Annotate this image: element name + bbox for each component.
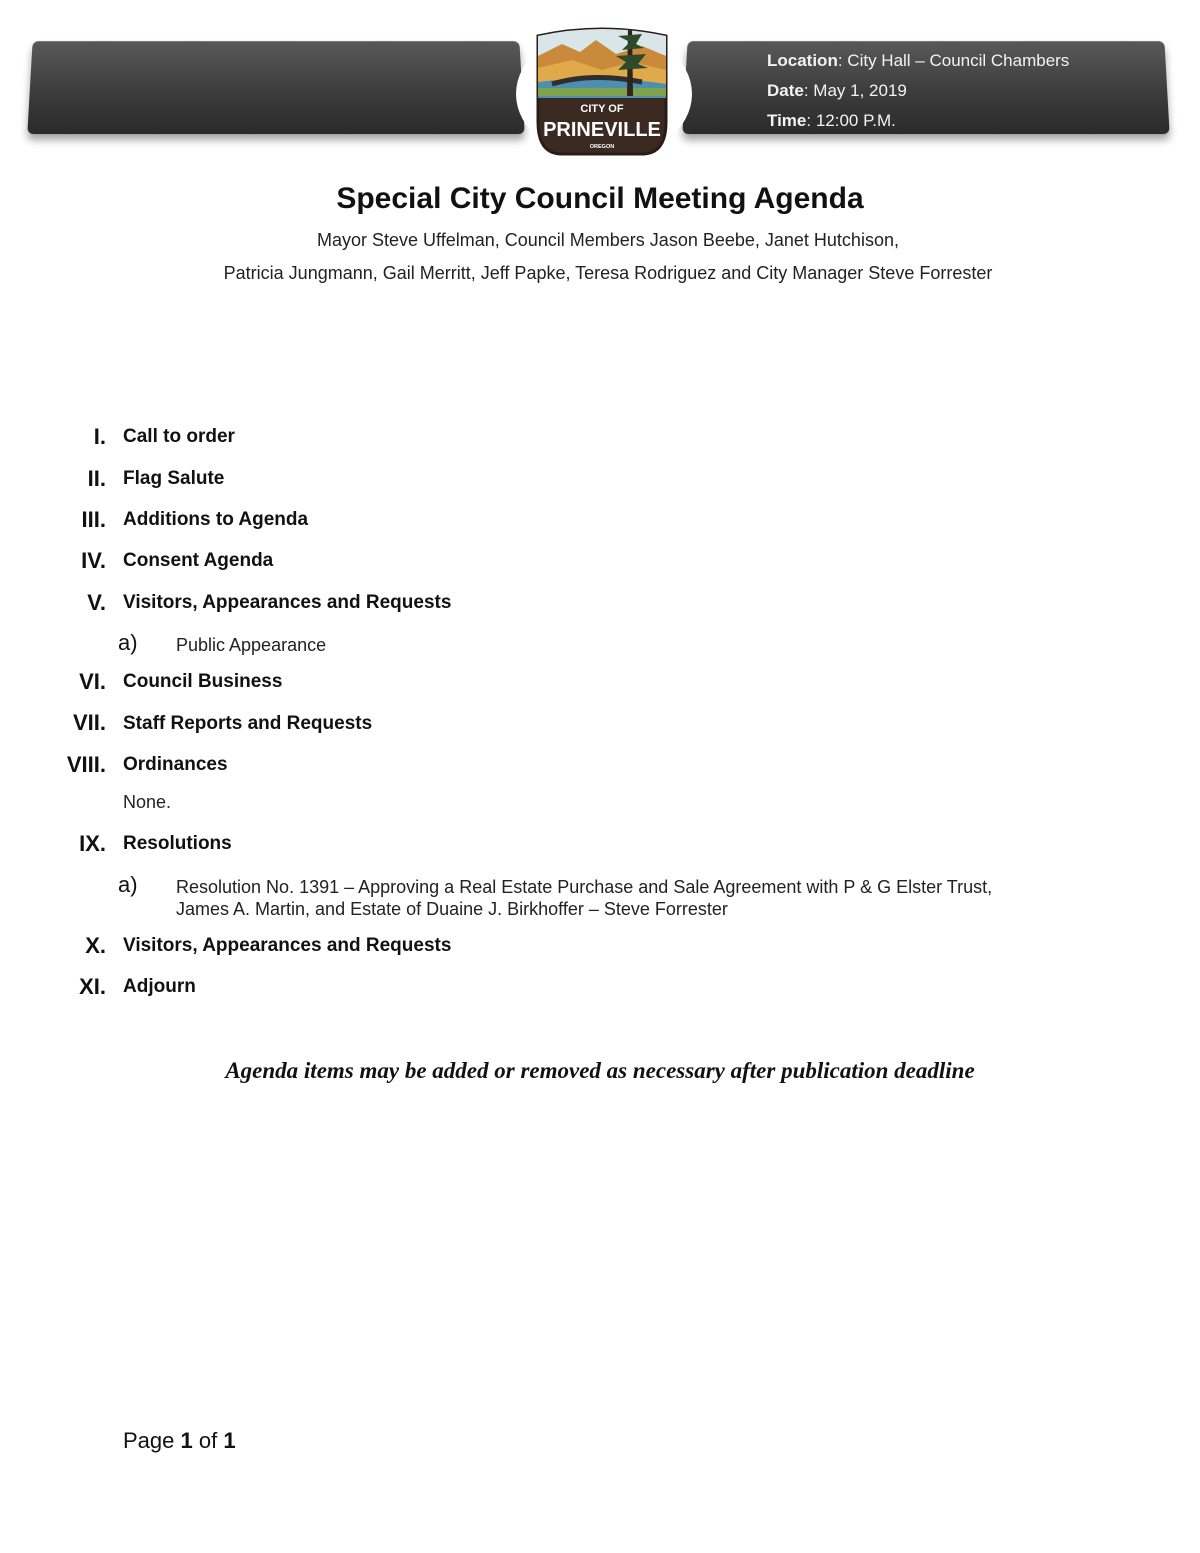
page-title: Special City Council Meeting Agenda: [336, 182, 864, 215]
agenda-num-9: IX.: [79, 831, 106, 856]
agenda-num-4: IV.: [81, 548, 106, 573]
agenda-label-8: Ordinances: [123, 754, 228, 775]
agenda-num-2: II.: [87, 466, 106, 491]
resolution-line-2: James A. Martin, and Estate of Duaine J. Birkhoffer – Steve Forrester: [176, 899, 728, 919]
agenda-num-8: VIII.: [66, 752, 106, 777]
members-line-1: Mayor Steve Uffelman, Council Members Jason Beebe, Janet Hutchison,: [317, 230, 899, 250]
time-row: Time: 12:00 P.M.: [767, 111, 896, 130]
agenda-notice: Agenda items may be added or removed as necessary after publication deadline: [225, 1058, 975, 1083]
agenda-label-4: Consent Agenda: [123, 550, 274, 571]
logo-prineville: PRINEVILLE: [543, 119, 661, 141]
ordinances-note: None.: [123, 792, 172, 812]
members-line-2: Patricia Jungmann, Gail Merritt, Jeff Papke, Teresa Rodriguez and City Manager Steve Forrester: [223, 263, 993, 283]
agenda-sub-letter-9a: a): [118, 872, 138, 897]
location-row: Location: City Hall – Council Chambers: [767, 51, 1070, 70]
city-logo: [532, 26, 672, 156]
agenda-sub-letter-5a: a): [118, 630, 138, 655]
agenda-label-11: Adjourn: [123, 976, 196, 997]
agenda-num-6: VI.: [79, 669, 106, 694]
agenda-label-7: Staff Reports and Requests: [123, 713, 373, 734]
agenda-num-11: XI.: [79, 974, 106, 999]
agenda-sub-text-5a: Public Appearance: [176, 635, 327, 655]
agenda-num-3: III.: [81, 507, 106, 532]
agenda-sub-text-9a: [176, 876, 1096, 920]
agenda-label-9: Resolutions: [123, 833, 232, 854]
agenda-num-10: X.: [85, 933, 106, 958]
agenda-num-5: V.: [87, 590, 106, 615]
agenda-label-10: Visitors, Appearances and Requests: [123, 935, 452, 956]
agenda-num-1: I.: [93, 424, 106, 449]
agenda-label-1: Call to order: [123, 426, 235, 447]
agenda-num-7: VII.: [72, 710, 106, 735]
resolution-line-1: Resolution No. 1391 – Approving a Real Estate Purchase and Sale Agreement with P & G Elster Trust,: [176, 877, 993, 897]
date-row: Date: May 1, 2019: [767, 81, 907, 100]
logo-oregon: OREGON: [589, 144, 615, 150]
agenda-label-5: Visitors, Appearances and Requests: [123, 592, 452, 613]
agenda-label-3: Additions to Agenda: [123, 509, 309, 530]
meeting-info: [767, 46, 1069, 136]
page-number: Page 1 of 1: [123, 1428, 236, 1453]
agenda-label-6: Council Business: [123, 671, 283, 692]
logo-city-of: CITY OF: [580, 103, 624, 115]
agenda-label-2: Flag Salute: [123, 468, 225, 489]
header-left-bar: [27, 41, 524, 134]
